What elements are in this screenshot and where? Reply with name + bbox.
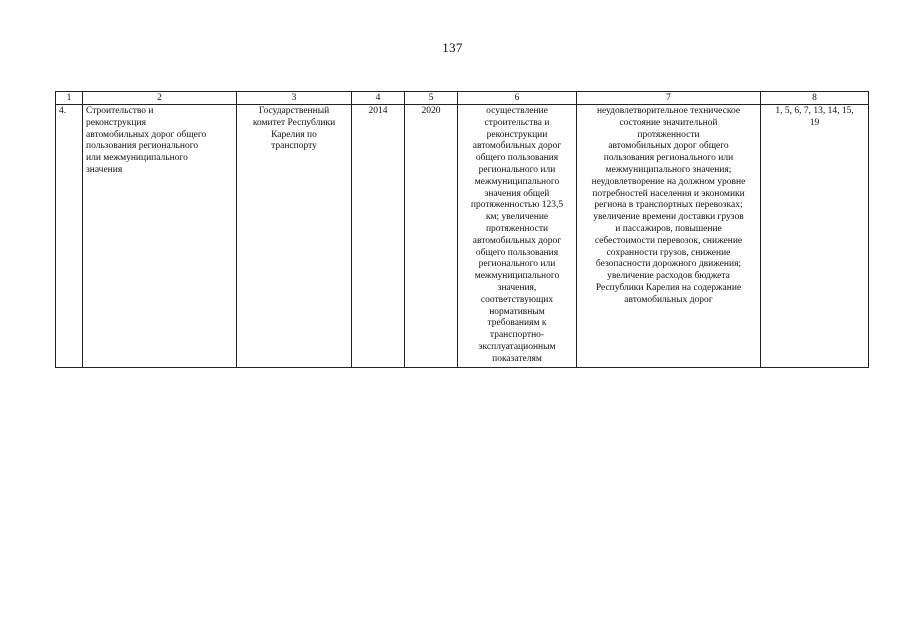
responsible-executor: Государственный комитет Республики Карелия по транспорту <box>252 106 336 152</box>
column-header-3: 3 <box>237 92 352 105</box>
start-year-cell <box>352 105 405 368</box>
column-header-2: 2 <box>83 92 237 105</box>
column-header-6: 6 <box>458 92 577 105</box>
indicators-link-cell <box>761 105 869 368</box>
column-header-7: 7 <box>577 92 761 105</box>
row-number-cell <box>56 105 83 368</box>
end-year: 2020 <box>421 106 441 116</box>
column-header-5: 5 <box>405 92 458 105</box>
measure-name-cell <box>83 105 237 368</box>
responsible-executor-cell <box>237 105 352 368</box>
table-row <box>56 105 869 368</box>
page-number: 137 <box>442 40 463 55</box>
start-year: 2014 <box>368 106 388 116</box>
end-year-cell <box>405 105 458 368</box>
column-header-4: 4 <box>352 92 405 105</box>
document-table <box>55 91 869 368</box>
expected-result-cell <box>458 105 577 368</box>
column-header-1: 1 <box>56 92 83 105</box>
table-header-row <box>56 92 869 105</box>
expected-result: осуществление строительства и реконструкции автомобильных дорог общего пользования регионального или межмуниципального значения общей протяженностью 123,5 км; увеличение протяженности автомобильных дорог общего пользования регионального или межмуниципального значения, соответствующих нормативным требованиям к транспортно- эксплуатационным показателям <box>470 106 564 364</box>
consequences: неудовлетворительное техническое состояние значительной протяженности автомобильных дорог общего пользования регионального или межмуниципального значения; неудовлетворение на должном уровне потребностей населения и экономики региона в транспортных перевозках; увеличение времени доставки грузов и пассажиров, повышение себестоимости перевозок, снижение сохранности грузов, снижение безопасности дорожного движения; увеличение расходов бюджета Республики Карелия на содержание автомобильных дорог <box>591 106 746 305</box>
column-header-8: 8 <box>761 92 869 105</box>
indicators-link: 1, 5, 6, 7, 13, 14, 15, 19 <box>775 106 854 128</box>
measure-name: Строительство и реконструкция автомобильных дорог общего пользования регионального или межмуниципального значения <box>86 106 207 175</box>
row-number: 4. <box>59 106 67 116</box>
consequences-cell <box>577 105 761 368</box>
